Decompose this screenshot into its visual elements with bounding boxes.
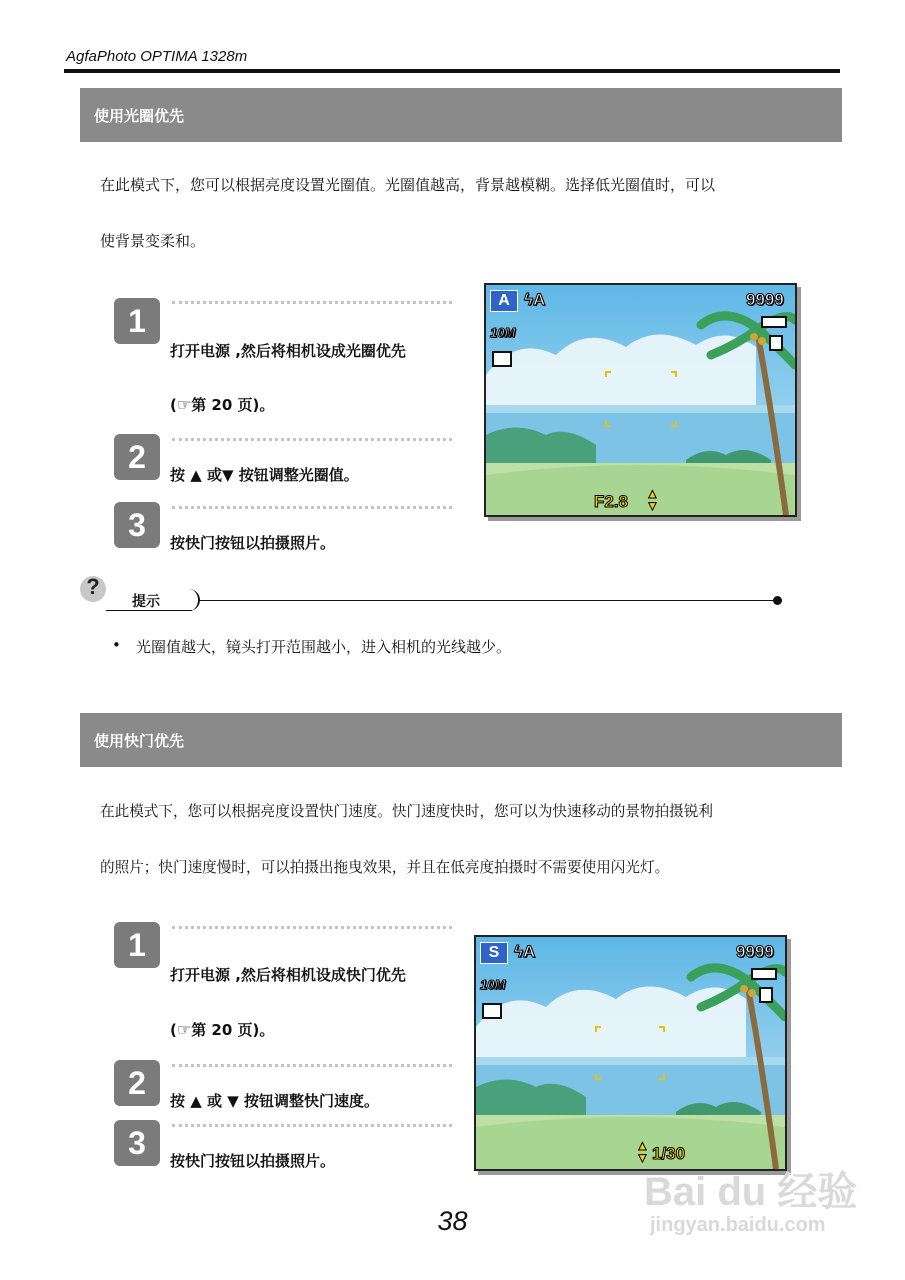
section-title: 使用光圈优先 (94, 106, 185, 125)
step-divider (172, 438, 452, 441)
section-title-bar-shutter (80, 713, 842, 767)
step-divider (172, 926, 452, 929)
beach-scene-image (476, 937, 785, 1169)
step-1-badge: 1 (114, 298, 160, 344)
step-divider (172, 301, 452, 304)
battery-icon (761, 316, 787, 328)
resolution-icon: 10M (480, 977, 506, 992)
header-rule (64, 69, 840, 73)
tip-rule-end-dot (773, 596, 782, 605)
memory-card-icon (759, 987, 773, 1003)
step-1-text: 打开电源 ,然后将相机设成快门优先 (170, 966, 406, 984)
ref-open-paren: ( (170, 396, 177, 414)
flash-auto-icon: ϟA (524, 290, 546, 309)
beach-scene-image (486, 285, 795, 515)
page-number: 38 (437, 1206, 468, 1236)
step-divider (172, 1064, 452, 1067)
aperture-value: F2.8 (594, 492, 629, 511)
step-2-text: 按 ▲ 或 ▼ 按钮调整快门速度。 (170, 1092, 379, 1110)
camera-lcd-shutter (474, 935, 787, 1171)
bullet-marker: • (112, 636, 121, 654)
pointing-hand-icon: ☞ (176, 395, 192, 414)
mode-aperture-icon: A (490, 290, 518, 312)
tip-text: 光圈值越大，镜头打开范围越小，进入相机的光线越少。 (136, 638, 512, 656)
shots-remaining: 9999 (746, 290, 784, 309)
intro-paragraph-line-2: 使背景变柔和。 (100, 232, 206, 250)
up-down-arrow-icon: ▲ ▼ (646, 486, 659, 513)
step-1-text: 打开电源 ,然后将相机设成光圈优先 (170, 342, 406, 360)
step-2-badge: 2 (114, 434, 160, 480)
intro-paragraph-line-2: 的照片；快门速度慢时，可以拍摄出拖曳效果，并且在低亮度拍摄时不需要使用闪光灯。 (100, 859, 670, 876)
step-3-text: 按快门按钮以拍摄照片。 (170, 1152, 336, 1170)
pointing-hand-icon: ☞ (176, 1020, 192, 1039)
battery-icon (751, 968, 777, 980)
shots-remaining: 9999 (736, 942, 774, 961)
memory-card-icon (769, 335, 783, 351)
up-down-arrow-icon: ▲ ▼ (636, 1138, 649, 1165)
intro-paragraph-line-1: 在此模式下，您可以根据亮度设置光圈值。光圈值越高，背景越模糊。选择低光圈值时，可以 (100, 176, 716, 194)
tip-rule (198, 600, 776, 601)
tip-label: 提示 (132, 594, 160, 610)
tip-underline (106, 610, 192, 611)
section-title: 使用快门优先 (94, 731, 185, 750)
quality-icon (482, 1003, 502, 1019)
resolution-icon: 10M (490, 325, 516, 340)
baidu-watermark-url: jingyan.baidu.com (650, 1214, 826, 1236)
step-1-badge: 1 (114, 922, 160, 968)
mode-shutter-icon: S (480, 942, 508, 964)
camera-lcd-aperture (484, 283, 797, 517)
ref-page: 第 20 页)。 (191, 1021, 275, 1039)
shutter-speed-value: 1/30 (652, 1144, 686, 1163)
ref-open-paren: ( (170, 1021, 177, 1039)
step-1-reference (170, 1019, 274, 1040)
manual-header-title: AgfaPhoto OPTIMA 1328m (66, 48, 248, 65)
quality-icon (492, 351, 512, 367)
step-2-text: 按 ▲ 或▼ 按钮调整光圈值。 (170, 466, 359, 484)
step-2-badge: 2 (114, 1060, 160, 1106)
question-mark-icon: ? (80, 576, 106, 602)
flash-auto-icon: ϟA (514, 942, 536, 961)
step-3-badge: 3 (114, 1120, 160, 1166)
ref-page: 第 20 页)。 (191, 396, 275, 414)
step-3-badge: 3 (114, 502, 160, 548)
step-1-reference (170, 394, 274, 415)
step-divider (172, 506, 452, 509)
intro-paragraph-line-1: 在此模式下，您可以根据亮度设置快门速度。快门速度快时，您可以为快速移动的景物拍摄锐利 (100, 803, 713, 820)
step-divider (172, 1124, 452, 1127)
step-3-text: 按快门按钮以拍摄照片。 (170, 534, 336, 552)
baidu-watermark-logo: Bai du 经验 (644, 1170, 858, 1214)
section-title-bar-aperture (80, 88, 842, 142)
